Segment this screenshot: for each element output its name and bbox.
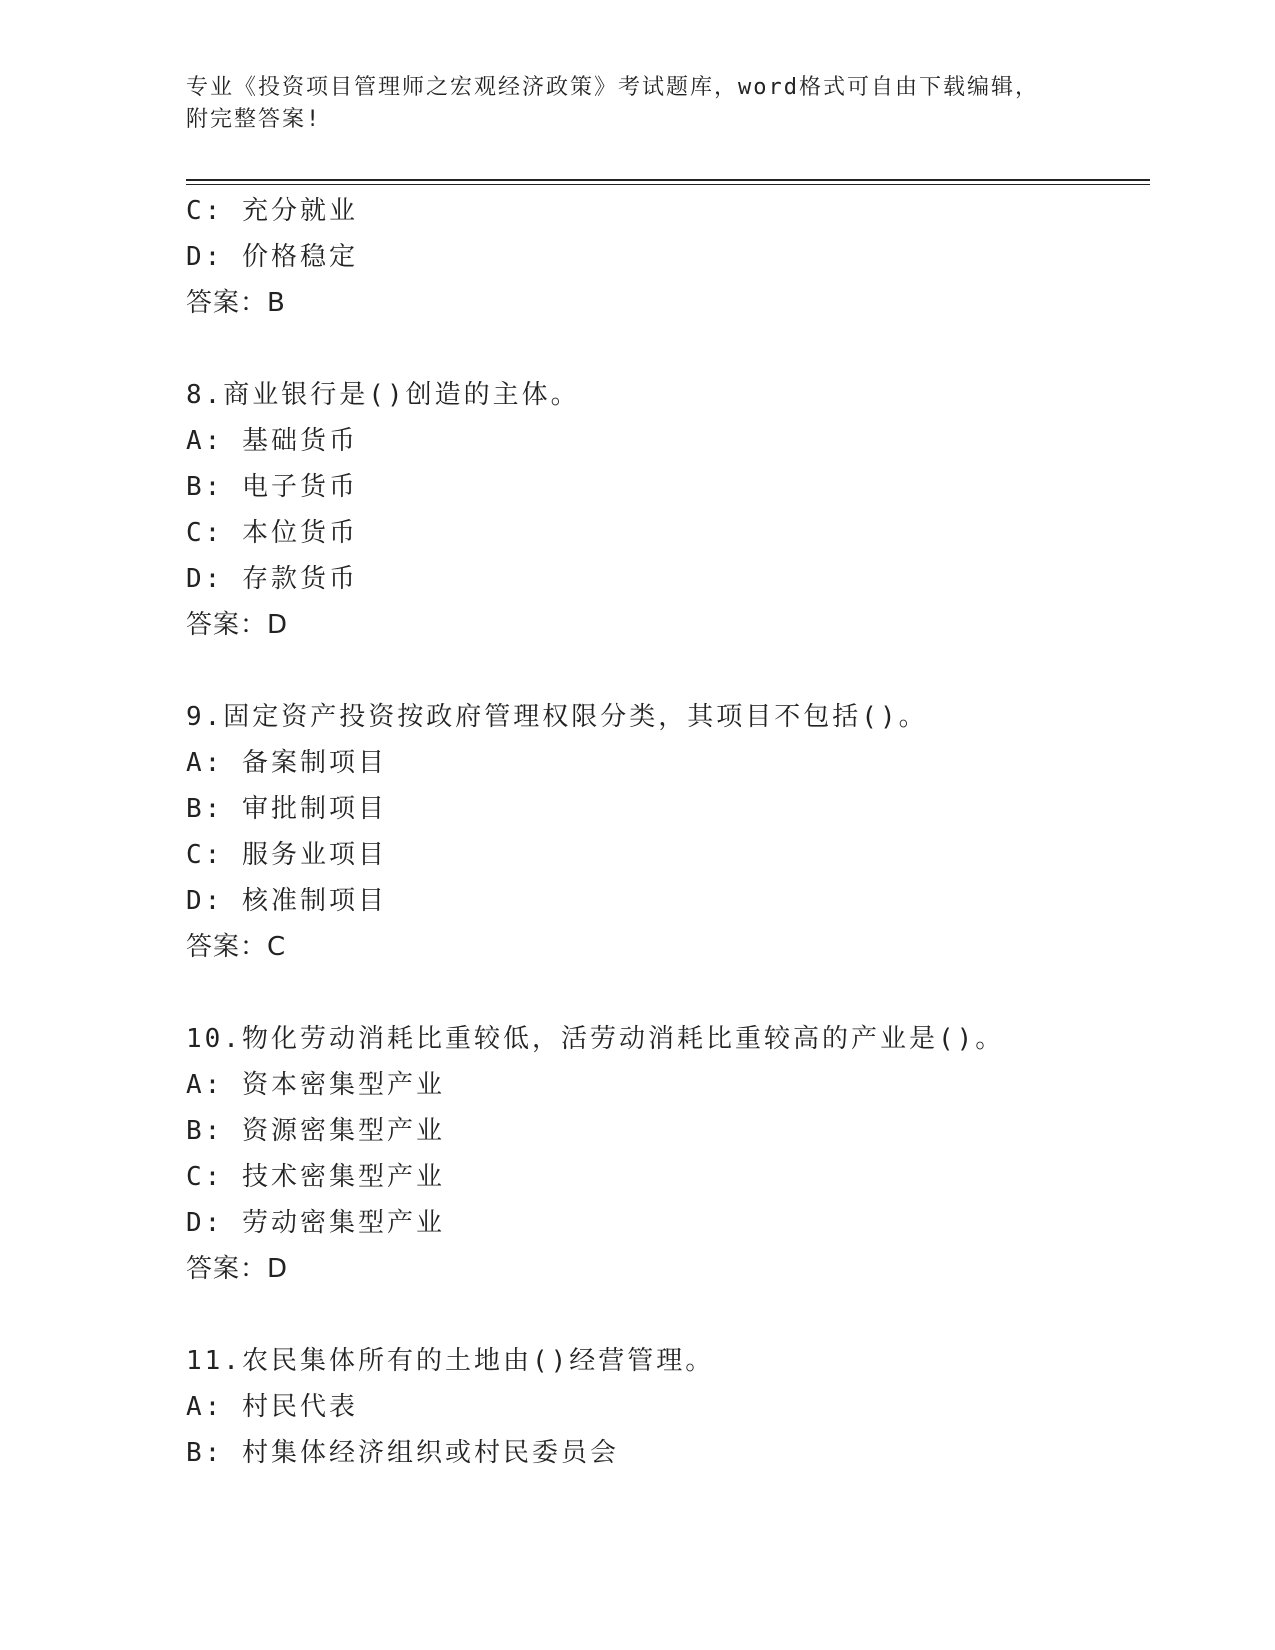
header-line-1: 专业《投资项目管理师之宏观经济政策》考试题库，word格式可自由下载编辑，	[186, 75, 1039, 100]
option-b: B: 资源密集型产业	[186, 1116, 445, 1146]
question-7-tail	[186, 188, 1150, 326]
header-divider-thin	[186, 184, 1150, 185]
option-c: C: 本位货币	[186, 518, 358, 548]
question-10	[186, 1016, 1150, 1292]
spacer	[186, 1292, 1150, 1338]
option-c: C: 服务业项目	[186, 840, 387, 870]
question-list	[186, 188, 1150, 1476]
option-b: B: 审批制项目	[186, 794, 387, 824]
option-b: B: 电子货币	[186, 472, 358, 502]
question-8	[186, 372, 1150, 648]
question-9	[186, 694, 1150, 970]
option-d: D: 存款货币	[186, 564, 358, 594]
option-d: D: 价格稳定	[186, 242, 358, 272]
question-stem: 10.物化劳动消耗比重较低，活劳动消耗比重较高的产业是()。	[186, 1024, 1005, 1054]
answer-line: 答案：D	[186, 1254, 289, 1284]
option-c: C: 技术密集型产业	[186, 1162, 445, 1192]
option-a: A: 资本密集型产业	[186, 1070, 445, 1100]
option-b: B: 村集体经济组织或村民委员会	[186, 1438, 619, 1468]
header-divider-thick	[186, 179, 1150, 181]
header-line-2: 附完整答案!	[186, 107, 322, 132]
option-a: A: 基础货币	[186, 426, 358, 456]
question-11	[186, 1338, 1150, 1476]
question-stem: 9.固定资产投资按政府管理权限分类，其项目不包括()。	[186, 702, 928, 732]
answer-line: 答案：C	[186, 932, 287, 962]
option-d: D: 核准制项目	[186, 886, 387, 916]
spacer	[186, 326, 1150, 372]
spacer	[186, 648, 1150, 694]
answer-line: 答案：D	[186, 610, 289, 640]
question-stem: 11.农民集体所有的土地由()经营管理。	[186, 1346, 715, 1376]
option-a: A: 村民代表	[186, 1392, 358, 1422]
option-a: A: 备案制项目	[186, 748, 387, 778]
option-d: D: 劳动密集型产业	[186, 1208, 445, 1238]
answer-line: 答案：B	[186, 288, 286, 318]
spacer	[186, 970, 1150, 1016]
question-stem: 8.商业银行是()创造的主体。	[186, 380, 580, 410]
option-c: C: 充分就业	[186, 196, 358, 226]
document-header	[186, 72, 1086, 136]
